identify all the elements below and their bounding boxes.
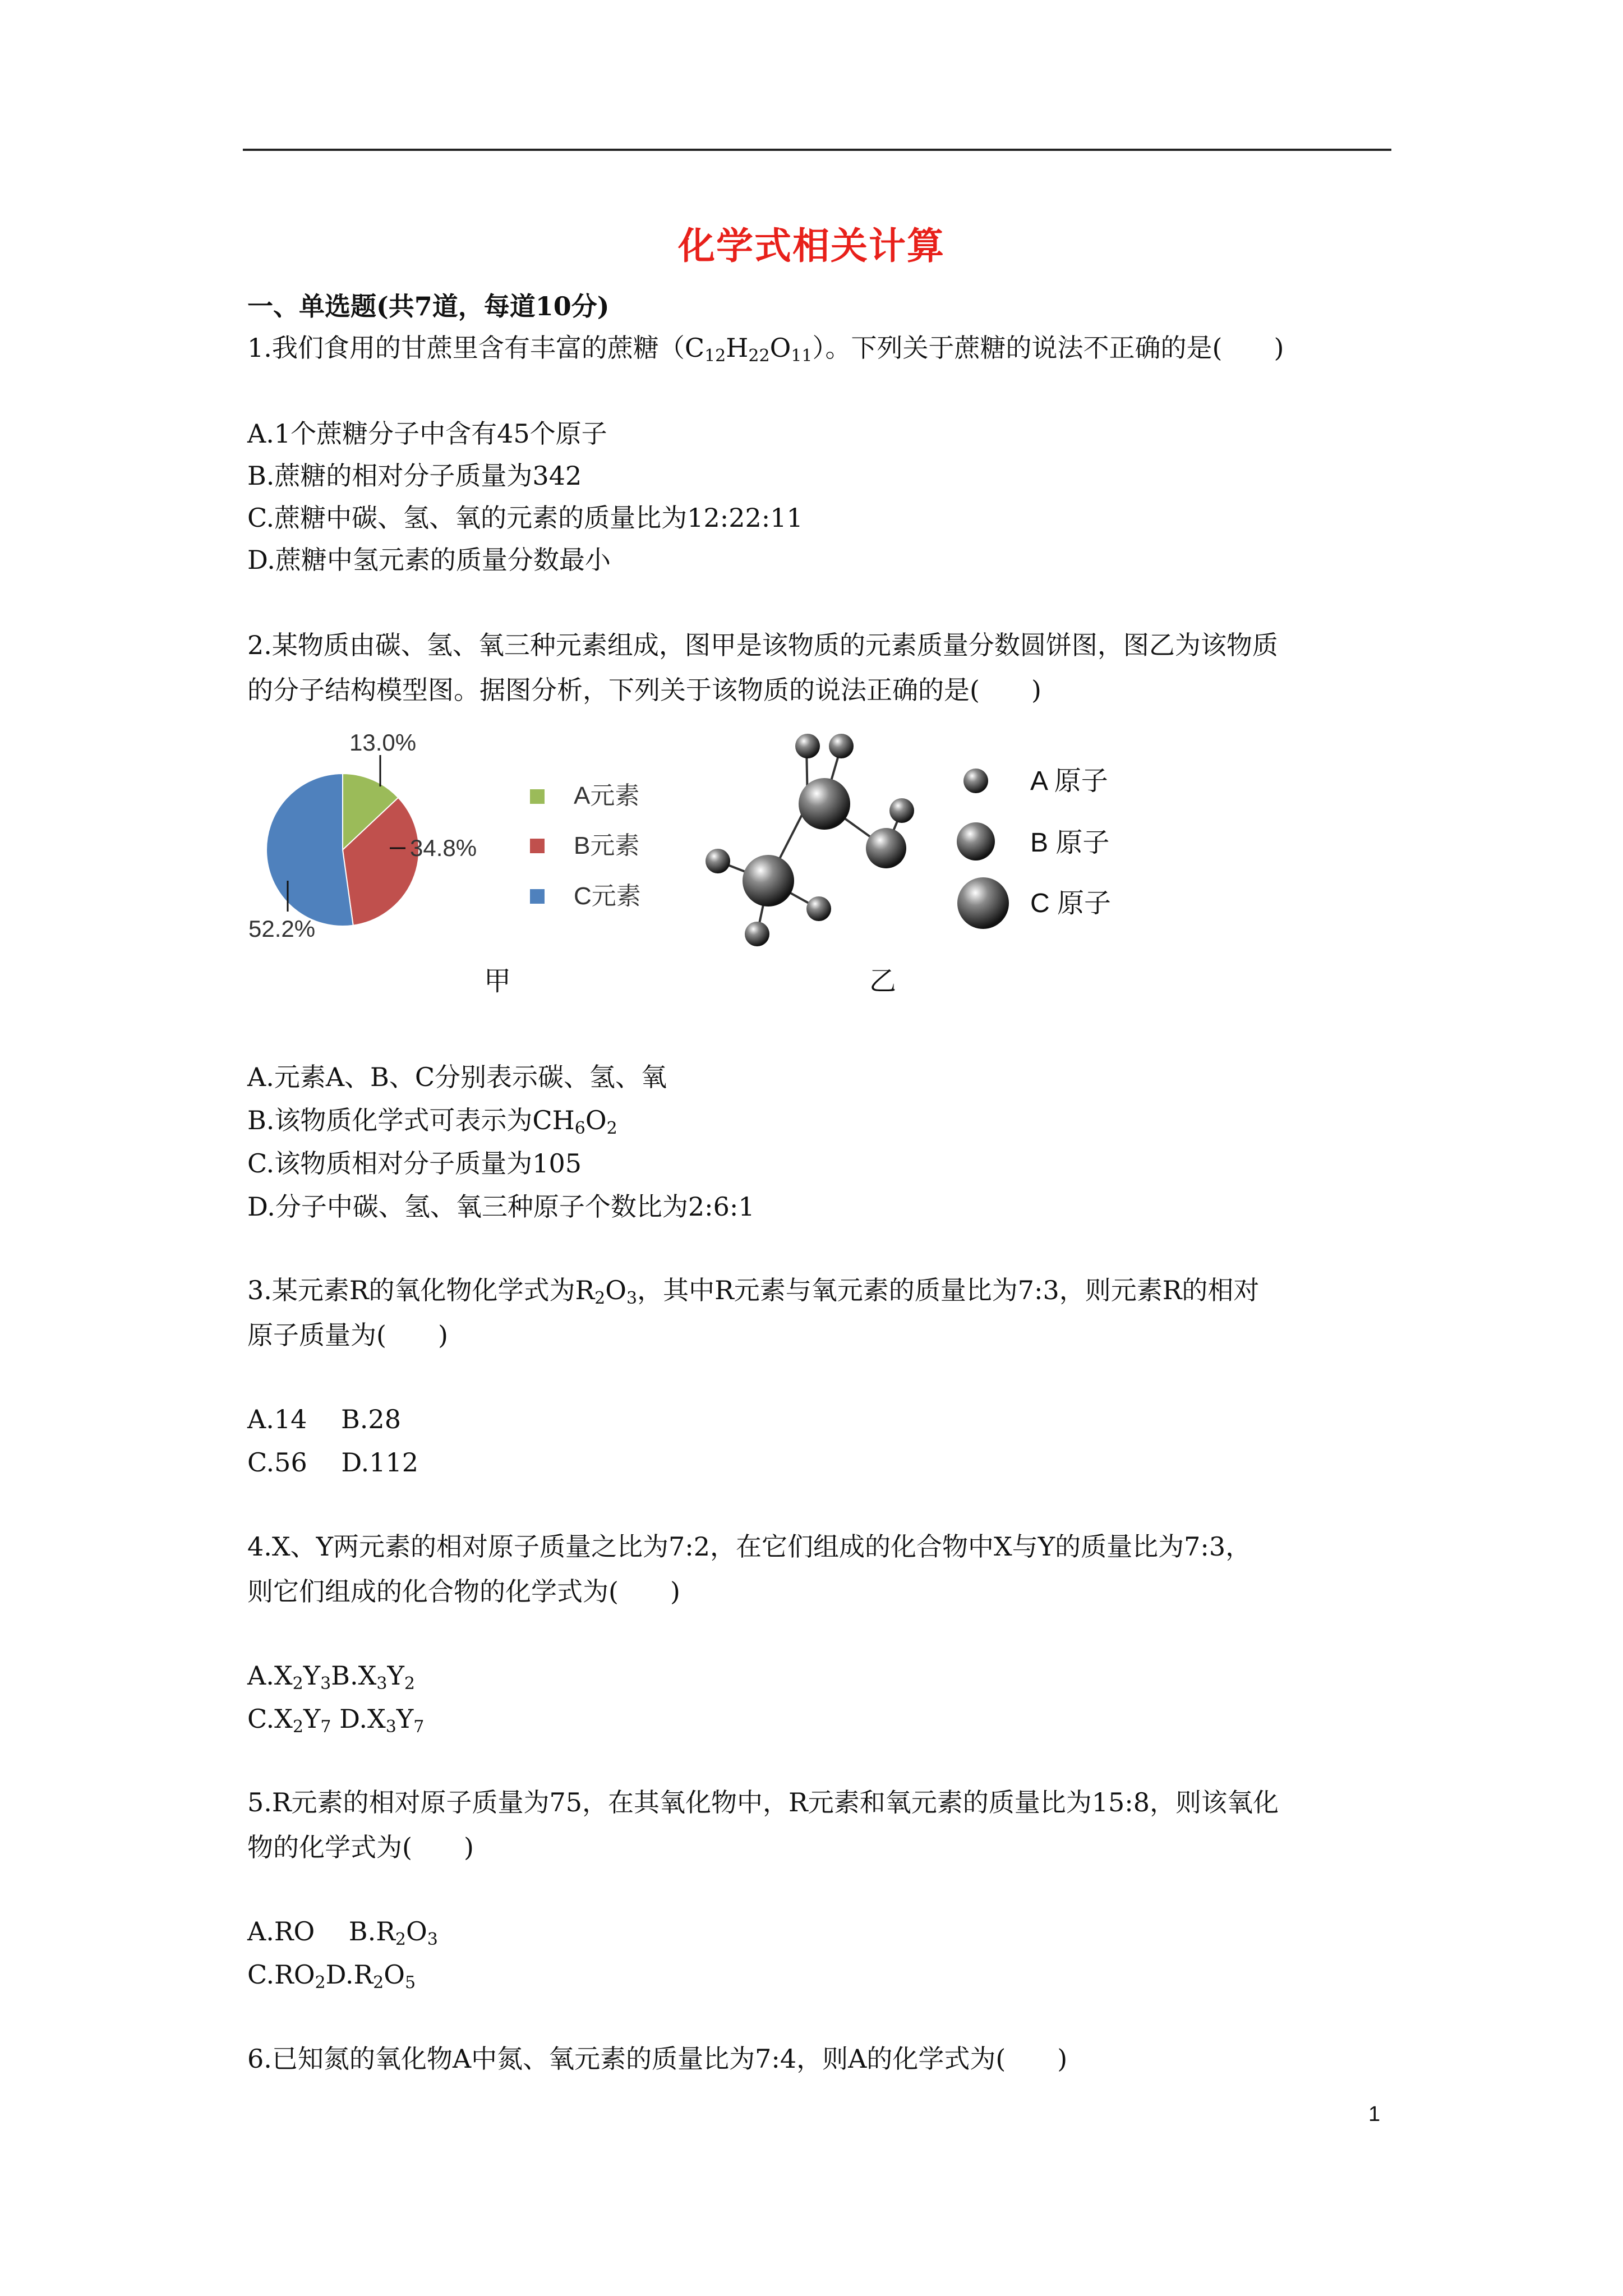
- q1-stem: 1.我们食用的甘蔗里含有丰富的蔗糖$(C_{12}H_{22}O_{11})$。下列关于蔗糖的说法不正确的是( ): [247, 333, 1284, 366]
- pie-caption: 甲: [484, 967, 511, 996]
- q1-option-a: A.1个蔗糖分子中含有45个原子: [247, 418, 607, 449]
- page-number: 1: [1368, 2102, 1381, 2126]
- q3-stem-line2: 原子质量为( ): [247, 1320, 448, 1350]
- q3-options-ab: A.14 B.28: [247, 1404, 401, 1434]
- model-caption: 乙: [869, 967, 897, 996]
- pie-label-a: 13.0%: [349, 729, 417, 756]
- atom-b-1: [866, 828, 906, 868]
- q2-option-a: A.元素A、B、C分别表示碳、氢、氧: [247, 1062, 667, 1092]
- atom-c-2: [743, 855, 794, 907]
- q4-stem-line2: 则它们组成的化合物的化学式为( ): [247, 1576, 680, 1607]
- atom-a-1: [795, 734, 820, 758]
- q2-figure: [243, 718, 1421, 1010]
- q1-option-c: C.蔗糖中碳、氢、氧的元素的质量比为12:22:11: [247, 503, 803, 533]
- pie-chart: [266, 774, 419, 926]
- legend-atom-b-label: B 原子: [1030, 828, 1110, 858]
- q3-stem-line1: 3.某元素R的氧化物化学式为$R_2O_3$，其中R元素与氧元素的质量比为7:3，则元素R的相对: [247, 1275, 1260, 1308]
- legend-swatch-b: [530, 839, 545, 853]
- legend-swatch-a: [530, 789, 545, 804]
- legend-label-a: A元素: [574, 782, 640, 809]
- pie-slice-c: [266, 774, 353, 926]
- atom-a-2: [829, 734, 854, 758]
- legend-atom-a: [963, 769, 988, 793]
- pie-label-b: 34.8%: [410, 835, 477, 861]
- q4-options-ab: $A.X_2Y_3B.X_3Y_2$: [247, 1660, 415, 1694]
- pie-label-c: 52.2%: [248, 915, 316, 942]
- q4-options-cd: $C.X_2Y_7$ $D.X_3Y_7$: [247, 1704, 425, 1737]
- q1-option-b: B.蔗糖的相对分子质量为342: [247, 461, 582, 491]
- atom-a-6: [745, 922, 769, 946]
- q4-stem-line1: 4.X、Y两元素的相对原子质量之比为7:2，在它们组成的化合物中X与Y的质量比为7:3，: [247, 1531, 1252, 1562]
- legend-atom-c: [957, 877, 1009, 929]
- section-heading: 一、单选题(共7道，每道10分): [247, 291, 610, 321]
- molecule-legend: [957, 766, 1111, 929]
- q2-option-b: B.该物质化学式可表示为$CH_6O_2$: [247, 1105, 617, 1138]
- legend-label-b: B元素: [574, 832, 640, 859]
- q5-stem-line1: 5.R元素的相对原子质量为75，在其氧化物中，R元素和氧元素的质量比为15:8，则该氧化: [247, 1787, 1279, 1818]
- q3-options-cd: C.56 D.112: [247, 1447, 418, 1478]
- q5-options-cd: $C.RO_2D.R_2O_5$: [247, 1959, 416, 1993]
- legend-swatch-c: [530, 889, 545, 904]
- q6-stem-line1: 6.已知氮的氧化物A中氮、氧元素的质量比为7:4，则A的化学式为( ): [247, 2044, 1068, 2074]
- q2-option-c: C.该物质相对分子质量为105: [247, 1148, 582, 1179]
- legend-atom-b: [957, 822, 995, 861]
- q2-stem-line1: 2.某物质由碳、氢、氧三种元素组成，图甲是该物质的元素质量分数圆饼图，图乙为该物质: [247, 630, 1278, 660]
- header-rule: [243, 149, 1391, 151]
- q5-stem-line2: 物的化学式为( ): [247, 1832, 474, 1862]
- q2-option-d: D.分子中碳、氢、氧三种原子个数比为2:6:1: [247, 1191, 755, 1222]
- atom-c-1: [799, 778, 850, 830]
- q1-option-d: D.蔗糖中氢元素的质量分数最小: [247, 545, 611, 575]
- atom-a-3: [889, 798, 914, 823]
- molecule-model: [706, 734, 914, 946]
- pie-legend: [530, 782, 641, 910]
- q5-options-ab: A.RO $B.R_2O_3$: [247, 1916, 438, 1949]
- q2-stem-line2: 的分子结构模型图。据图分析，下列关于该物质的说法正确的是( ): [247, 675, 1041, 705]
- legend-label-c: C元素: [574, 882, 641, 910]
- page-title: 化学式相关计算: [678, 224, 945, 268]
- atom-a-5: [806, 896, 831, 921]
- legend-atom-c-label: C 原子: [1030, 889, 1112, 918]
- legend-atom-a-label: A 原子: [1030, 766, 1108, 796]
- atom-a-4: [706, 849, 730, 873]
